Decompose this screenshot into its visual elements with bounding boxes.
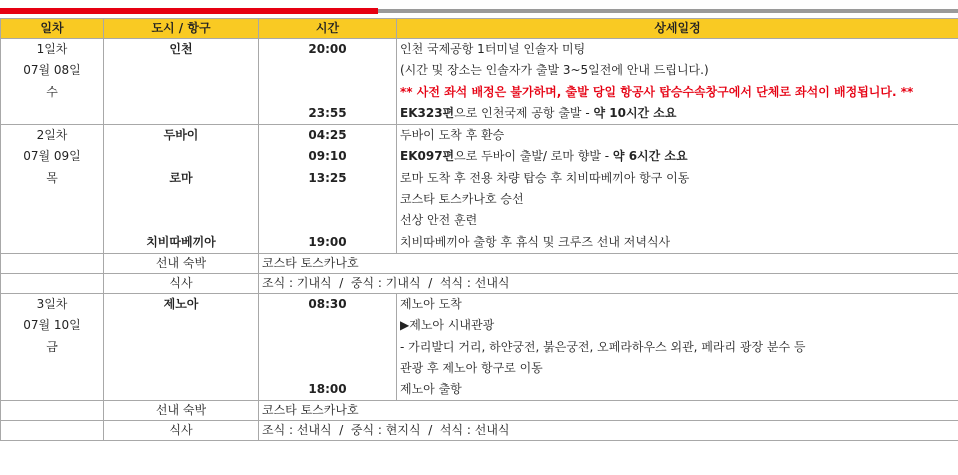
seat-notice: ** 사전 좌석 배정은 불가하며, 출발 당일 항공사 탑승수속창구에서 단체로 좌석이 배정됩니다. ** [400, 84, 914, 99]
time-value [262, 358, 393, 379]
header-day: 일차 [1, 19, 104, 39]
detail-text: 으로 인천국제 공항 출발 - [454, 105, 594, 120]
detail-text: EK097편 [400, 149, 455, 164]
time-cell [259, 293, 397, 400]
detail-line [400, 210, 955, 231]
time-value [262, 337, 393, 358]
detail-line [400, 168, 955, 189]
day-label-line: 금 [46, 339, 58, 354]
header-time: 시간 [259, 19, 397, 39]
detail-line [400, 60, 955, 81]
city-name [107, 210, 255, 231]
day-label-line: 1일차 [36, 42, 68, 56]
meal-value: 조식 : 기내식 / 중식 : 기내식 / 석식 : 선내식 [259, 273, 958, 293]
city-name [107, 146, 255, 167]
gray-accent-stripe [378, 9, 958, 13]
lodging-label: 선내 숙박 [104, 401, 259, 421]
detail-text: 선상 안전 훈련 [400, 213, 478, 228]
detail-line [400, 39, 955, 60]
detail-line [400, 337, 955, 358]
time-value [262, 82, 393, 103]
lodging-value: 코스타 토스카나호 [259, 253, 958, 273]
lodging-row [1, 253, 958, 273]
detail-text: ▶제노아 시내관광 [400, 318, 495, 333]
meal-row [1, 273, 958, 293]
city-name [107, 189, 255, 210]
top-accent-bar [0, 0, 958, 13]
lodging-value: 코스타 토스카나호 [259, 401, 958, 421]
detail-line [400, 294, 955, 315]
detail-line [400, 379, 955, 400]
detail-text: 로마 도착 후 전용 차량 탑승 후 치비따베끼아 항구 이동 [400, 170, 690, 185]
time-value: 09:10 [308, 149, 347, 164]
header-detail-schedule: 상세일정 [397, 19, 958, 39]
city-name: 로마 [169, 170, 193, 185]
detail-cell [397, 293, 958, 400]
detail-text: 으로 두바이 출발/ 로마 향발 - [454, 149, 613, 164]
city-name [107, 358, 255, 379]
time-value [262, 189, 393, 210]
day-label-line: 목 [46, 170, 58, 185]
detail-line [400, 125, 955, 146]
detail-text: 약 10시간 소요 [593, 105, 677, 120]
meal-label: 식사 [104, 273, 259, 293]
time-value: 19:00 [308, 234, 347, 249]
time-value: 23:55 [308, 105, 347, 120]
detail-text: 약 6시간 소요 [612, 149, 688, 164]
time-value [262, 210, 393, 231]
day-cell [1, 125, 104, 254]
time-value: 18:00 [308, 382, 347, 397]
detail-text: 제노아 출항 [400, 382, 462, 397]
meal-value: 조식 : 선내식 / 중식 : 현지식 / 석식 : 선내식 [259, 421, 958, 441]
time-value [262, 315, 393, 336]
day-cell [1, 293, 104, 400]
day-label-line: 07월 09일 [23, 149, 81, 164]
empty-cell [1, 253, 104, 273]
day-cell [1, 39, 104, 125]
detail-cell [397, 125, 958, 254]
time-value: 20:00 [308, 42, 347, 56]
detail-line [400, 315, 955, 336]
table-row [1, 39, 958, 125]
city-name: 치비따베끼아 [146, 234, 216, 249]
detail-cell [397, 39, 958, 125]
city-cell [104, 39, 259, 125]
detail-text: 제노아 도착 [400, 296, 462, 311]
meal-row [1, 421, 958, 441]
red-accent-stripe [0, 8, 378, 14]
empty-cell [1, 273, 104, 293]
city-name [107, 337, 255, 358]
meal-label: 식사 [104, 421, 259, 441]
day-label-line: 수 [46, 84, 58, 99]
itinerary-table [0, 18, 958, 441]
detail-line [400, 232, 955, 253]
detail-text: 인천 국제공항 1터미널 인솔자 미팅 [400, 42, 586, 56]
detail-line [400, 358, 955, 379]
detail-line [400, 103, 955, 124]
day-label-line: 07월 10일 [23, 318, 81, 333]
city-name [107, 379, 255, 400]
detail-text: 관광 후 제노아 항구로 이동 [400, 360, 543, 375]
detail-text: 두바이 도착 후 환승 [400, 128, 505, 143]
time-value: 04:25 [308, 128, 347, 143]
empty-cell [1, 421, 104, 441]
time-cell [259, 125, 397, 254]
table-row [1, 293, 958, 400]
detail-line [400, 189, 955, 210]
detail-text: - 가리발디 거리, 하얀궁전, 붉은궁전, 오페라하우스 외관, 페라리 광장 분수 등 [400, 339, 806, 354]
day-label-line: 3일차 [36, 296, 68, 311]
header-city-port: 도시 / 항구 [104, 19, 259, 39]
detail-text: 코스타 토스카나호 승선 [400, 192, 524, 207]
detail-text: (시간 및 장소는 인솔자가 출발 3~5일전에 안내 드립니다.) [400, 63, 709, 78]
time-value: 13:25 [308, 170, 347, 185]
time-value: 08:30 [308, 296, 347, 311]
city-name: 인천 [169, 42, 193, 56]
city-name [107, 103, 255, 124]
city-name: 두바이 [163, 128, 199, 143]
table-header-row [1, 19, 958, 39]
lodging-label: 선내 숙박 [104, 253, 259, 273]
city-name [107, 82, 255, 103]
day-label-line: 2일차 [36, 128, 68, 143]
lodging-row [1, 401, 958, 421]
detail-text: EK323편 [400, 105, 455, 120]
city-name: 제노아 [163, 296, 199, 311]
time-value [262, 60, 393, 81]
city-name [107, 315, 255, 336]
time-cell [259, 39, 397, 125]
table-row [1, 125, 958, 254]
detail-text: 치비따베끼아 출항 후 휴식 및 크루즈 선내 저녁식사 [400, 234, 671, 249]
city-name [107, 60, 255, 81]
city-cell [104, 125, 259, 254]
detail-line [400, 146, 955, 167]
city-cell [104, 293, 259, 400]
day-label-line: 07월 08일 [23, 63, 81, 78]
detail-line [400, 82, 955, 103]
empty-cell [1, 401, 104, 421]
